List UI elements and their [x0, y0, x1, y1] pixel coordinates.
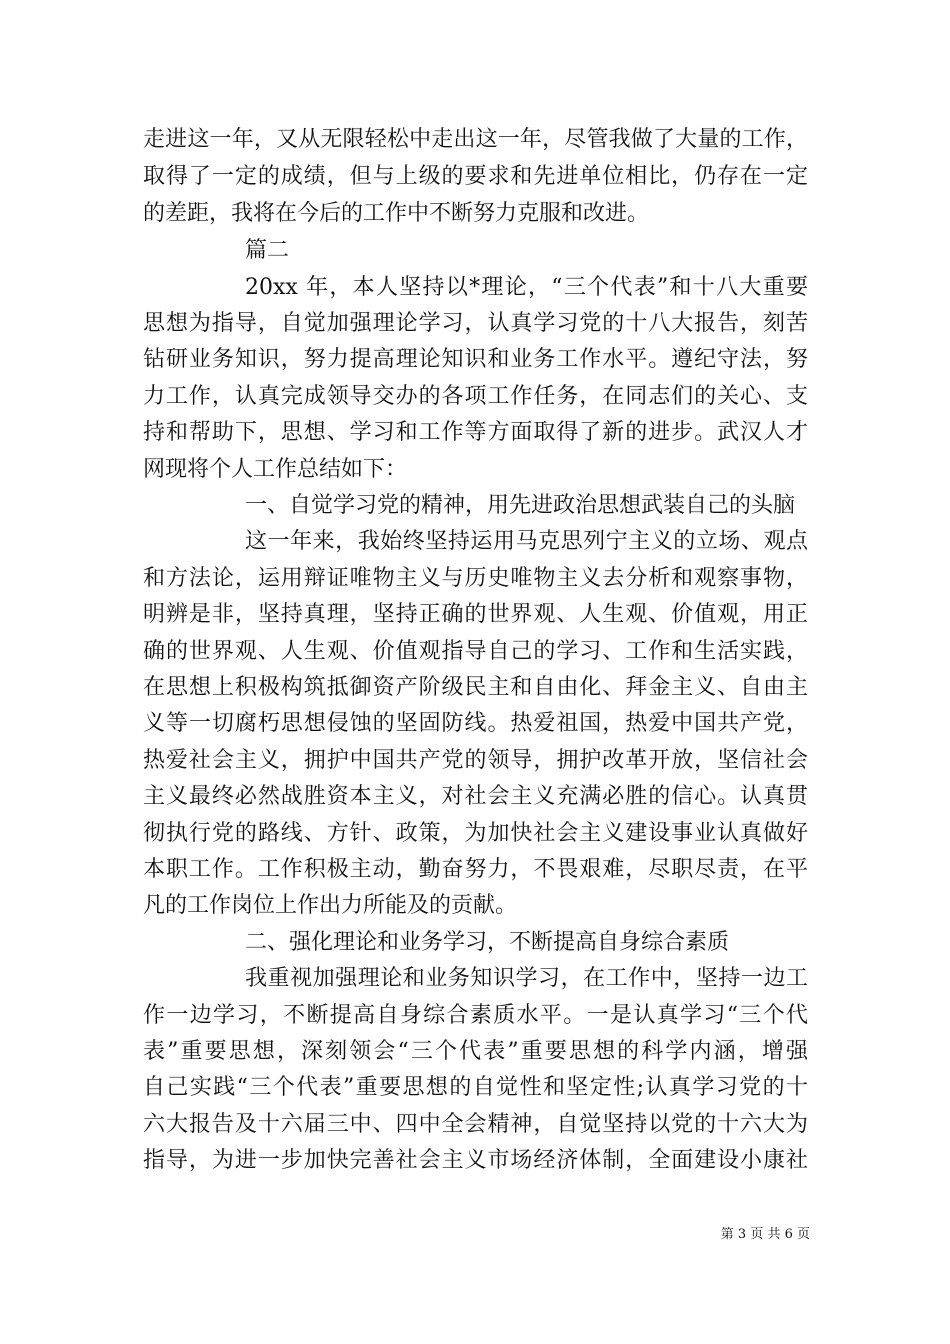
paragraph-line: 确的世界观、人生观、价值观指导自己的学习、工作和生活实践， — [143, 639, 808, 664]
paragraph-line: 在思想上积极构筑抵御资产阶级民主和自由化、拜金主义、自由主 — [143, 675, 808, 700]
paragraph-line: 彻执行党的路线、方针、政策，为加快社会主义建设事业认真做好 — [143, 821, 808, 846]
paragraph-line: 作一边学习，不断提高自身综合素质水平。一是认真学习“三个代 — [143, 1003, 808, 1028]
paragraph-line: 持和帮助下，思想、学习和工作等方面取得了新的进步。武汉人才 — [143, 420, 808, 445]
paragraph-line: 本职工作。工作积极主动，勤奋努力，不畏艰难，尽职尽责，在平 — [143, 857, 808, 882]
paragraph-line: 表”重要思想，深刻领会“三个代表”重要思想的科学内涵，增强 — [143, 1039, 808, 1064]
paragraph-line: 明辨是非，坚持真理，坚持正确的世界观、人生观、价值观，用正 — [143, 602, 808, 627]
paragraph-line: 这一年来，我始终坚持运用马克思列宁主义的立场、观点 — [245, 529, 808, 554]
paragraph-line: 力工作，认真完成领导交办的各项工作任务，在同志们的关心、支 — [143, 384, 808, 409]
section-heading: 二、强化理论和业务学习，不断提高自身综合素质 — [245, 930, 730, 955]
paragraph-line: 我重视加强理论和业务知识学习，在工作中，坚持一边工 — [245, 966, 808, 991]
paragraph-line: 指导，为进一步加快完善社会主义市场经济体制，全面建设小康社 — [143, 1148, 808, 1173]
paragraph-line: 走进这一年，又从无限轻松中走出这一年，尽管我做了大量的工作， — [143, 127, 808, 152]
paragraph-line: 和方法论，运用辩证唯物主义与历史唯物主义去分析和观察事物， — [143, 566, 808, 591]
paragraph-line: 自己实践“三个代表”重要思想的自觉性和坚定性;认真学习党的十 — [143, 1075, 808, 1100]
paragraph-line: 钻研业务知识，努力提高理论知识和业务工作水平。遵纪守法，努 — [143, 347, 808, 372]
paragraph-line: 的差距，我将在今后的工作中不断努力克服和改进。 — [143, 201, 650, 226]
paragraph-line: 六大报告及十六届三中、四中全会精神，自觉坚持以党的十六大为 — [143, 1112, 808, 1137]
paragraph-line: 思想为指导，自觉加强理论学习，认真学习党的十八大报告，刻苦 — [143, 311, 808, 336]
paragraph-line: 取得了一定的成绩，但与上级的要求和先进单位相比，仍存在一定 — [143, 164, 808, 189]
paragraph-line: 20xx 年，本人坚持以*理论，“三个代表”和十八大重要 — [245, 275, 808, 300]
paragraph-line: 主义最终必然战胜资本主义，对社会主义充满必胜的信心。认真贯 — [143, 784, 808, 809]
page-number-footer: 第 3 页 共 6 页 — [720, 1227, 810, 1242]
paragraph-line: 热爱社会主义，拥护中国共产党的领导，拥护改革开放，坚信社会 — [143, 748, 808, 773]
section-heading: 篇二 — [245, 238, 290, 263]
section-heading: 一、自觉学习党的精神，用先进政治思想武装自己的头脑 — [245, 493, 796, 518]
paragraph-line: 凡的工作岗位上作出力所能及的贡献。 — [143, 893, 518, 918]
paragraph-line: 义等一切腐朽思想侵蚀的坚固防线。热爱祖国，热爱中国共产党， — [143, 711, 808, 736]
paragraph-line: 网现将个人工作总结如下： — [143, 457, 408, 482]
